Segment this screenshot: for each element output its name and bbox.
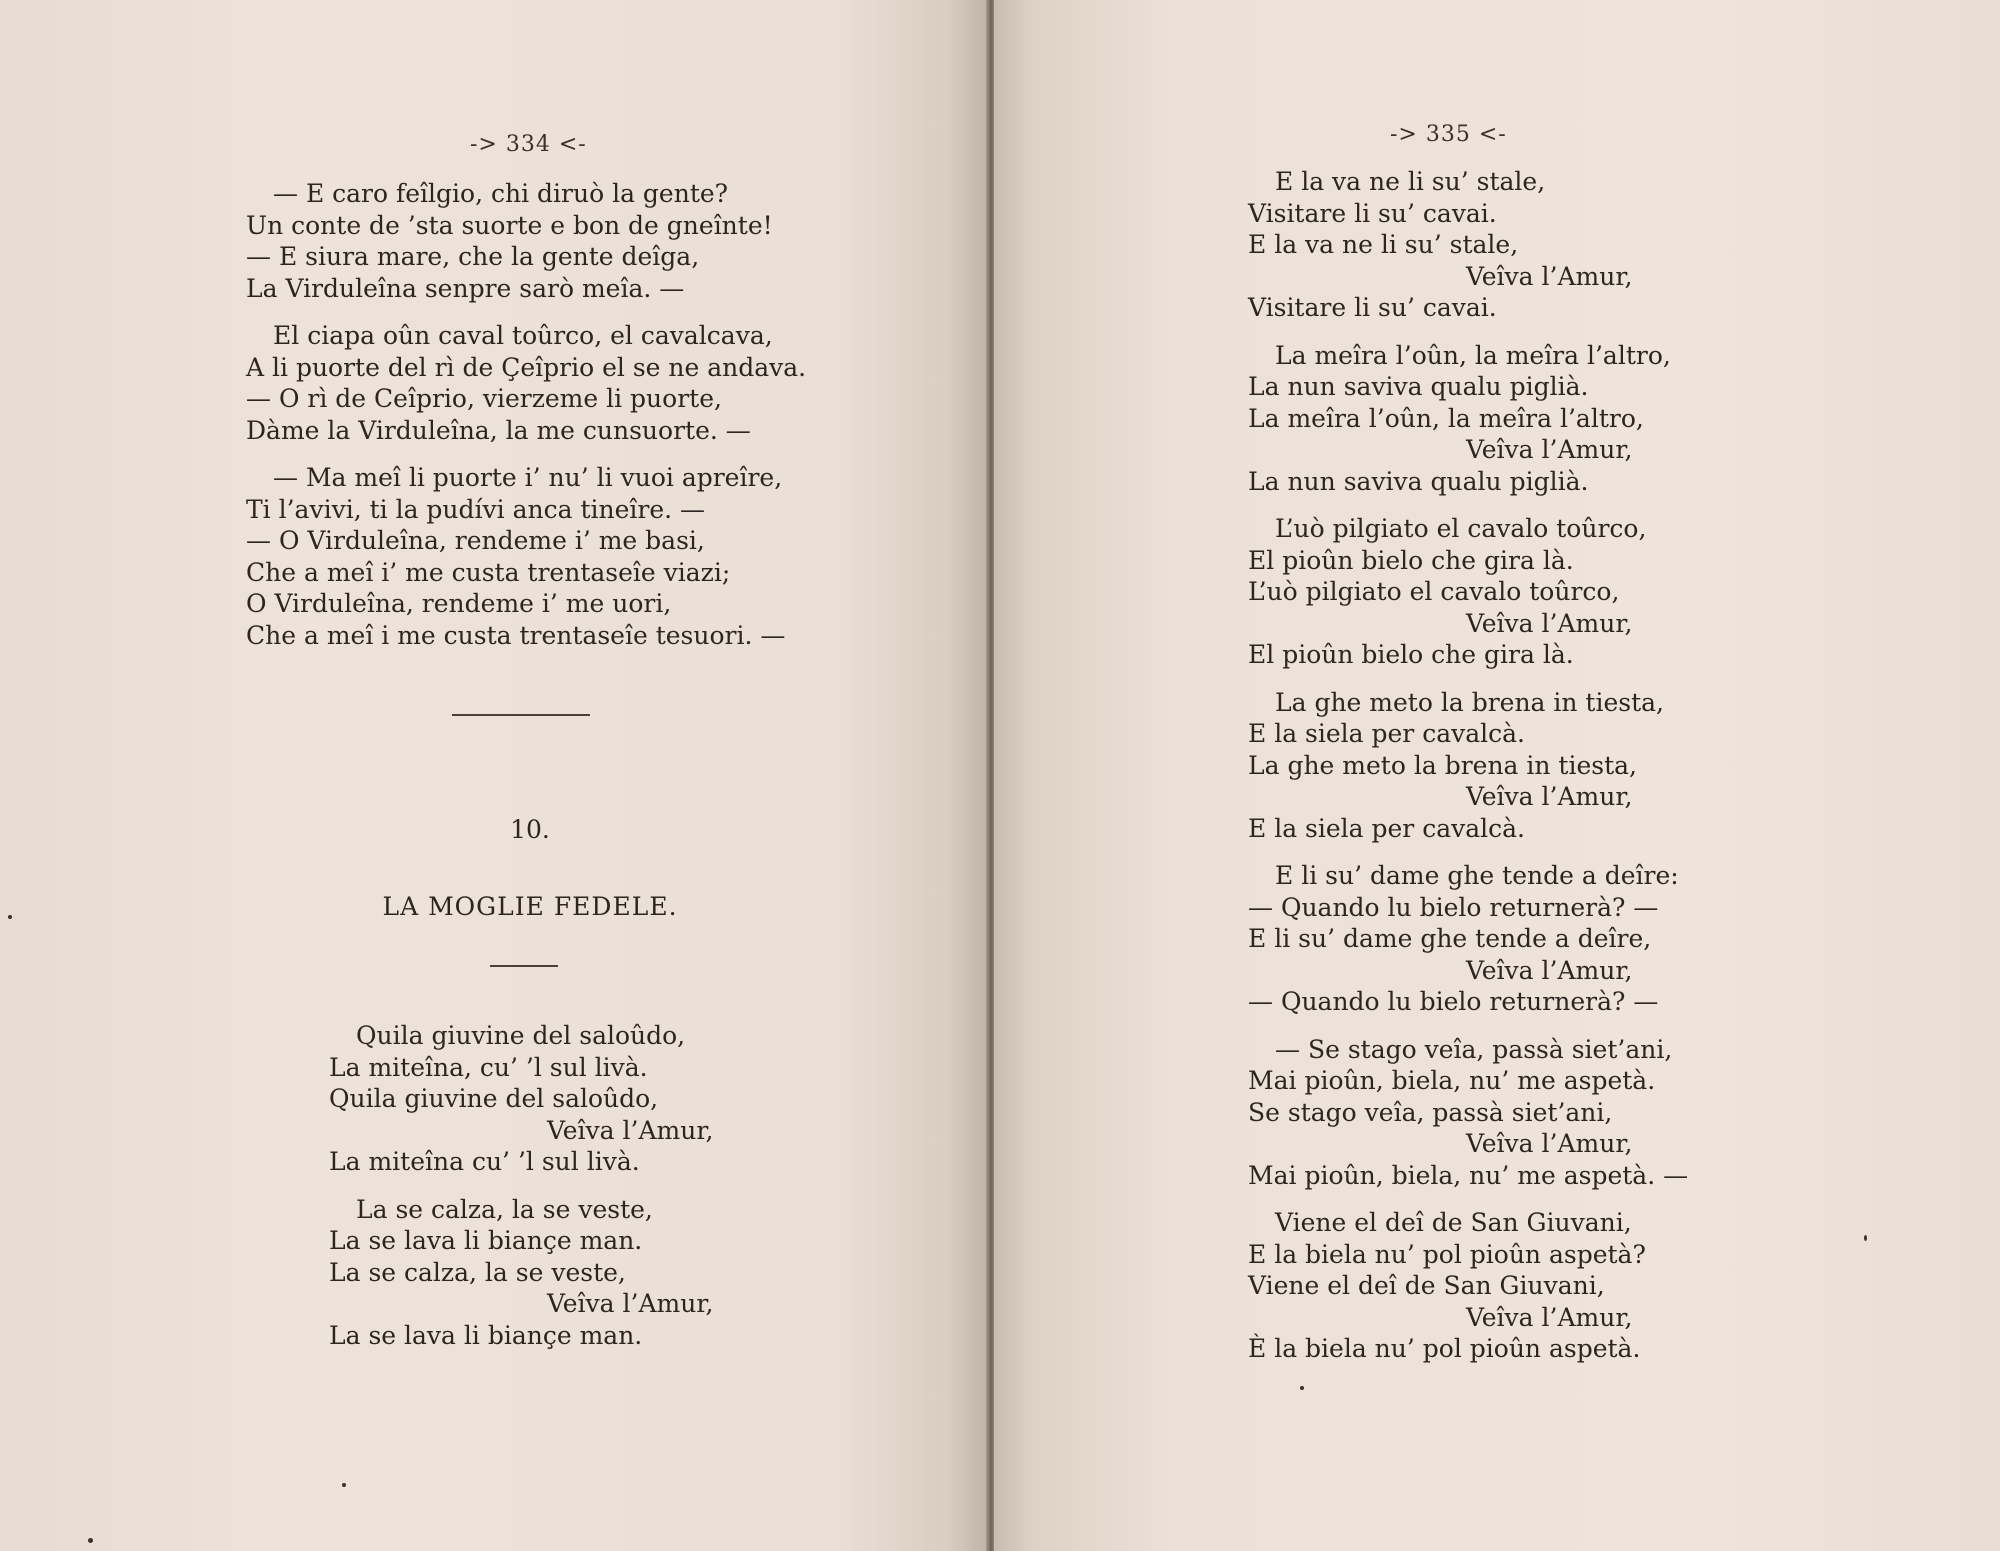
verse-line: — E siura mare, che la gente deîga, bbox=[246, 242, 700, 271]
right-page-number: -> 335 <- bbox=[1390, 122, 1507, 147]
verse-line: El pioûn bielo che gira là. bbox=[1248, 640, 1574, 669]
verse-line: La meîra l’oûn, la meîra l’altro, bbox=[1275, 340, 1671, 370]
verse-line: — Ma meî li puorte i’ nu’ li vuoi apreîre, bbox=[273, 463, 783, 492]
left-page bbox=[0, 0, 988, 1551]
verse-line: Veîva l’Amur, bbox=[1466, 955, 1633, 985]
verse-line: La Virduleîna senpre sarò meîa. — bbox=[246, 273, 685, 303]
stanza bbox=[329, 1194, 713, 1352]
stanza bbox=[1248, 166, 1688, 324]
verse-line: Viene el deî de San Giuvani, bbox=[1248, 1271, 1605, 1300]
verse-line: La ghe meto la brena in tiesta, bbox=[1248, 750, 1638, 780]
verse-line: Visitare li su’ cavai. bbox=[1248, 198, 1497, 228]
verse-line: Se stago veîa, passà siet’ani, bbox=[1248, 1097, 1613, 1127]
verse-line: La se lava li biançe man. bbox=[329, 1226, 643, 1255]
verse-line: Quila giuvine del saloûdo, bbox=[329, 1084, 659, 1113]
verse-line: E la va ne li su’ stale, bbox=[1248, 230, 1519, 259]
verse-line: Veîva l’Amur, bbox=[1466, 608, 1633, 638]
verse-line: Mai pioûn, biela, nu’ me aspetà. — bbox=[1248, 1160, 1689, 1190]
stanza bbox=[329, 1020, 713, 1178]
stanza bbox=[246, 462, 806, 651]
verse-line: Che a meî i’ me custa trentaseîe viazi; bbox=[246, 557, 731, 587]
verse-line: — Quando lu bielo returnerà? — bbox=[1248, 892, 1659, 922]
verse-line: Visitare li su’ cavai. bbox=[1248, 293, 1497, 322]
verse-line: El ciapa oûn caval toûrco, el cavalcava, bbox=[273, 321, 773, 350]
verse-line: Che a meî i me custa trentaseîe tesuori. — bbox=[246, 620, 786, 650]
verse-line: Viene el deî de San Giuvani, bbox=[1275, 1208, 1632, 1237]
verse-line: — Quando lu bielo returnerà? — bbox=[1248, 987, 1659, 1016]
verse-line: E li su’ dame ghe tende a deîre: bbox=[1275, 861, 1679, 890]
right-page bbox=[994, 0, 2000, 1551]
verse-line: E la biela nu’ pol pioûn aspetà? bbox=[1248, 1239, 1646, 1269]
verse-line: O Virduleîna, rendeme i’ me uori, bbox=[246, 589, 672, 618]
verse-line: — E caro feîlgio, chi diruò la gente? bbox=[273, 179, 729, 208]
verse-line: Dàme la Virduleîna, la me cunsuorte. — bbox=[246, 415, 751, 445]
verse-line: L’uò pilgiato el cavalo toûrco, bbox=[1248, 577, 1620, 606]
verse-line: Veîva l’Amur, bbox=[1466, 435, 1633, 464]
verse-line: E la siela per cavalcà. bbox=[1248, 813, 1525, 843]
verse-line: E la va ne li su’ stale, bbox=[1275, 167, 1546, 196]
right-poem bbox=[1248, 166, 1688, 1381]
verse-line: La miteîna cu’ ’l sul livà. bbox=[329, 1147, 640, 1176]
left-page-number: -> 334 <- bbox=[470, 132, 587, 157]
verse-line: La meîra l’oûn, la meîra l’altro, bbox=[1248, 403, 1644, 433]
stanza bbox=[246, 320, 806, 446]
verse-line: Ti l’avivi, ti la pudívi anca tineîre. — bbox=[246, 494, 706, 524]
verse-line: Veîva l’Amur, bbox=[1466, 261, 1633, 291]
paper-speck bbox=[88, 1538, 93, 1543]
paper-speck bbox=[1864, 1235, 1867, 1241]
paper-speck bbox=[342, 1483, 346, 1487]
title-divider bbox=[490, 965, 558, 967]
verse-line: È la biela nu’ pol pioûn aspetà. bbox=[1248, 1334, 1641, 1363]
verse-line: Un conte de ’sta suorte e bon de gneînte! bbox=[246, 210, 773, 240]
poem-title: LA MOGLIE FEDELE. bbox=[382, 892, 678, 921]
stanza bbox=[1248, 1207, 1688, 1365]
left-bottom-poem bbox=[329, 1020, 713, 1367]
paper-speck bbox=[8, 915, 12, 919]
stanza bbox=[246, 178, 806, 304]
verse-line: La se calza, la se veste, bbox=[329, 1257, 626, 1287]
stanza bbox=[1248, 340, 1688, 498]
verse-line: Veîva l’Amur, bbox=[547, 1289, 714, 1318]
stanza bbox=[1248, 513, 1688, 671]
verse-line: Mai pioûn, biela, nu’ me aspetà. bbox=[1248, 1066, 1656, 1095]
paper-speck bbox=[1300, 1386, 1304, 1390]
verse-line: — O Virduleîna, rendeme i’ me basi, bbox=[246, 526, 705, 555]
verse-line: E li su’ dame ghe tende a deîre, bbox=[1248, 924, 1652, 953]
left-top-poem bbox=[246, 178, 806, 667]
verse-line: Veîva l’Amur, bbox=[1466, 1302, 1633, 1332]
verse-line: La se lava li biançe man. bbox=[329, 1320, 643, 1350]
verse-line: Veîva l’Amur, bbox=[1466, 1129, 1633, 1158]
verse-line: Quila giuvine del saloûdo, bbox=[356, 1021, 686, 1050]
verse-line: — Se stago veîa, passà siet’ani, bbox=[1275, 1034, 1673, 1064]
verse-line: A li puorte del rì de Çeîprio el se ne andava. bbox=[246, 352, 807, 382]
poem-number: 10. bbox=[510, 815, 550, 844]
stanza bbox=[1248, 687, 1688, 845]
verse-line: Veîva l’Amur, bbox=[547, 1115, 714, 1145]
section-divider bbox=[452, 714, 590, 716]
verse-line: El pioûn bielo che gira là. bbox=[1248, 545, 1574, 575]
verse-line: La nun saviva qualu piglià. bbox=[1248, 372, 1589, 401]
verse-line: Veîva l’Amur, bbox=[1466, 782, 1633, 811]
verse-line: La miteîna, cu’ ’l sul livà. bbox=[329, 1052, 648, 1082]
verse-line: E la siela per cavalcà. bbox=[1248, 719, 1525, 748]
stanza bbox=[1248, 1034, 1688, 1192]
verse-line: L’uò pilgiato el cavalo toûrco, bbox=[1275, 514, 1647, 543]
verse-line: — O rì de Ceîprio, vierzeme li puorte, bbox=[246, 384, 722, 413]
verse-line: La nun saviva qualu piglià. bbox=[1248, 466, 1589, 496]
verse-line: La ghe meto la brena in tiesta, bbox=[1275, 687, 1665, 717]
verse-line: La se calza, la se veste, bbox=[356, 1194, 653, 1224]
stanza bbox=[1248, 860, 1688, 1018]
